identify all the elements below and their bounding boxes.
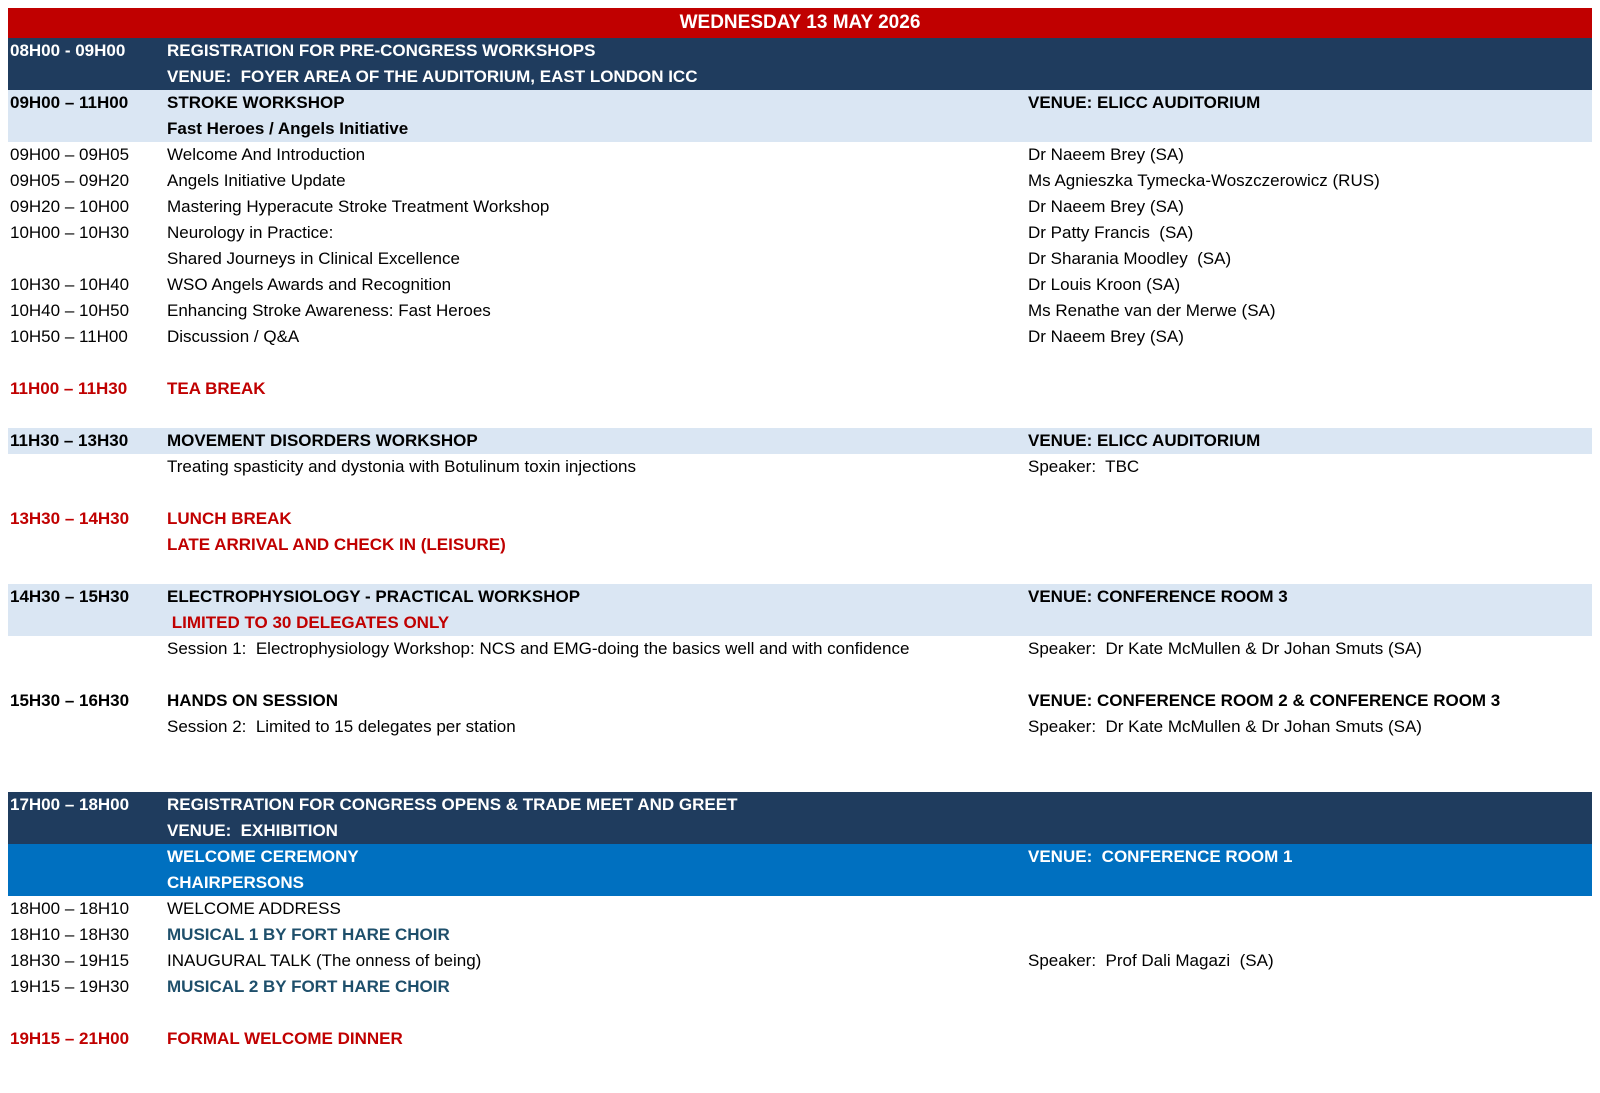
session-cell-column bbox=[167, 636, 1028, 662]
time-cell-column bbox=[8, 454, 167, 480]
day-title: WEDNESDAY 13 MAY 2026 bbox=[679, 12, 921, 33]
time-cell-column bbox=[8, 38, 167, 90]
venue-speaker-cell: Dr Naeem Brey (SA) bbox=[1028, 197, 1184, 216]
venue-speaker-cell bbox=[1028, 116, 1592, 142]
session-cell-column bbox=[167, 506, 1028, 558]
schedule-table bbox=[8, 8, 1592, 1052]
session-cell: LUNCH BREAK bbox=[167, 509, 292, 528]
session-cell: TEA BREAK bbox=[167, 379, 266, 398]
session-cell: Welcome And Introduction bbox=[167, 145, 366, 164]
session-cell: Angels Initiative Update bbox=[167, 171, 346, 190]
venue-speaker-cell bbox=[1028, 610, 1592, 636]
time-cell: 11H00 – 11H30 bbox=[10, 379, 128, 398]
time-cell-column bbox=[8, 688, 167, 740]
venue-speaker-cell: Ms Agnieszka Tymecka-Woszczerowicz (RUS) bbox=[1028, 171, 1380, 190]
time-cell-column bbox=[8, 792, 167, 844]
schedule-row bbox=[8, 896, 1592, 1000]
time-cell: 17H00 – 18H00 bbox=[10, 795, 130, 814]
time-cell bbox=[10, 714, 167, 740]
session-cell-column bbox=[167, 376, 1028, 402]
venue-speaker-cell bbox=[1028, 376, 1592, 402]
venue-speaker-cell bbox=[1028, 896, 1592, 922]
venue-speaker-cell-column bbox=[1028, 896, 1592, 1000]
venue-speaker-cell-column bbox=[1028, 376, 1592, 402]
venue-speaker-cell bbox=[1028, 870, 1592, 896]
venue-speaker-cell bbox=[1028, 532, 1592, 558]
time-cell bbox=[10, 844, 167, 870]
venue-speaker-cell: Dr Louis Kroon (SA) bbox=[1028, 275, 1181, 294]
time-cell bbox=[10, 246, 167, 272]
venue-speaker-cell bbox=[1028, 64, 1592, 90]
session-cell-column bbox=[167, 90, 1028, 142]
session-cell: ELECTROPHYSIOLOGY - PRACTICAL WORKSHOP bbox=[167, 587, 581, 606]
time-cell: 18H10 – 18H30 bbox=[10, 925, 130, 944]
time-cell: 09H00 – 09H05 bbox=[10, 145, 130, 164]
time-cell: 10H30 – 10H40 bbox=[10, 275, 130, 294]
session-cell: MUSICAL 2 BY FORT HARE CHOIR bbox=[167, 977, 450, 996]
venue-speaker-cell: VENUE: CONFERENCE ROOM 3 bbox=[1028, 587, 1288, 606]
venue-speaker-cell: Speaker: Prof Dali Magazi (SA) bbox=[1028, 951, 1274, 970]
time-cell bbox=[10, 64, 167, 90]
time-cell-column bbox=[8, 142, 167, 350]
session-cell-column bbox=[167, 792, 1028, 844]
session-cell: Neurology in Practice: bbox=[167, 223, 334, 242]
venue-speaker-cell-column bbox=[1028, 38, 1592, 90]
time-cell: 10H50 – 11H00 bbox=[10, 327, 128, 346]
session-cell: Discussion / Q&A bbox=[167, 327, 300, 346]
schedule-row bbox=[8, 38, 1592, 90]
session-cell-column bbox=[167, 38, 1028, 90]
venue-speaker-cell bbox=[1028, 974, 1592, 1000]
schedule-row bbox=[8, 428, 1592, 454]
time-cell bbox=[10, 454, 167, 480]
venue-speaker-cell: Dr Naeem Brey (SA) bbox=[1028, 145, 1184, 164]
venue-speaker-cell bbox=[1028, 1026, 1592, 1052]
session-cell: HANDS ON SESSION bbox=[167, 691, 338, 710]
venue-speaker-cell bbox=[1028, 922, 1592, 948]
schedule-row bbox=[8, 844, 1592, 896]
venue-speaker-cell-column bbox=[1028, 90, 1592, 142]
schedule-row bbox=[8, 584, 1592, 636]
session-cell: REGISTRATION FOR CONGRESS OPENS & TRADE MEET AND GREET bbox=[167, 795, 738, 814]
session-cell: Treating spasticity and dystonia with Botulinum toxin injections bbox=[167, 457, 636, 476]
session-cell: LIMITED TO 30 DELEGATES ONLY bbox=[167, 613, 450, 632]
time-cell-column bbox=[8, 1026, 167, 1052]
session-cell: Shared Journeys in Clinical Excellence bbox=[167, 249, 460, 268]
time-cell: 10H40 – 10H50 bbox=[10, 301, 130, 320]
venue-speaker-cell: Speaker: Dr Kate McMullen & Dr Johan Smuts (SA) bbox=[1028, 717, 1422, 736]
session-cell-column bbox=[167, 1026, 1028, 1052]
session-cell-column bbox=[167, 688, 1028, 740]
time-cell: 09H20 – 10H00 bbox=[10, 197, 130, 216]
session-cell: FORMAL WELCOME DINNER bbox=[167, 1029, 403, 1048]
schedule-row bbox=[8, 506, 1592, 558]
session-cell: Fast Heroes / Angels Initiative bbox=[167, 119, 409, 138]
venue-speaker-cell bbox=[1028, 792, 1592, 818]
time-cell bbox=[10, 870, 167, 896]
session-cell: MUSICAL 1 BY FORT HARE CHOIR bbox=[167, 925, 450, 944]
session-cell: CHAIRPERSONS bbox=[167, 873, 304, 892]
session-cell: VENUE: FOYER AREA OF THE AUDITORIUM, EAST LONDON ICC bbox=[167, 67, 698, 86]
schedule-row bbox=[8, 636, 1592, 662]
time-cell bbox=[10, 610, 167, 636]
venue-speaker-cell-column bbox=[1028, 506, 1592, 558]
venue-speaker-cell-column bbox=[1028, 844, 1592, 896]
time-cell bbox=[10, 532, 167, 558]
venue-speaker-cell: VENUE: ELICC AUDITORIUM bbox=[1028, 431, 1261, 450]
spacer-row bbox=[8, 662, 1592, 688]
time-cell: 19H15 – 21H00 bbox=[10, 1029, 130, 1048]
session-cell: WSO Angels Awards and Recognition bbox=[167, 275, 452, 294]
time-cell-column bbox=[8, 636, 167, 662]
session-cell-column bbox=[167, 584, 1028, 636]
session-cell: LATE ARRIVAL AND CHECK IN (LEISURE) bbox=[167, 535, 506, 554]
schedule-row bbox=[8, 688, 1592, 740]
time-cell-column bbox=[8, 506, 167, 558]
spacer-row bbox=[8, 1000, 1592, 1026]
venue-speaker-cell: Dr Patty Francis (SA) bbox=[1028, 223, 1194, 242]
session-cell: VENUE: EXHIBITION bbox=[167, 821, 338, 840]
time-cell bbox=[10, 636, 167, 662]
session-cell: INAUGURAL TALK (The onness of being) bbox=[167, 951, 482, 970]
schedule-row bbox=[8, 792, 1592, 844]
time-cell-column bbox=[8, 584, 167, 636]
venue-speaker-cell: VENUE: CONFERENCE ROOM 2 & CONFERENCE ROOM 3 bbox=[1028, 691, 1501, 710]
time-cell: 13H30 – 14H30 bbox=[10, 509, 130, 528]
session-cell: STROKE WORKSHOP bbox=[167, 93, 345, 112]
venue-speaker-cell: Speaker: TBC bbox=[1028, 457, 1140, 476]
time-cell: 09H05 – 09H20 bbox=[10, 171, 130, 190]
time-cell: 19H15 – 19H30 bbox=[10, 977, 130, 996]
time-cell-column bbox=[8, 844, 167, 896]
session-cell: Enhancing Stroke Awareness: Fast Heroes bbox=[167, 301, 491, 320]
session-cell: MOVEMENT DISORDERS WORKSHOP bbox=[167, 431, 478, 450]
session-cell-column bbox=[167, 454, 1028, 480]
spacer-row bbox=[8, 480, 1592, 506]
spacer-row bbox=[8, 558, 1592, 584]
venue-speaker-cell-column bbox=[1028, 636, 1592, 662]
day-banner bbox=[8, 8, 1592, 38]
time-cell-column bbox=[8, 376, 167, 402]
session-cell: Session 2: Limited to 15 delegates per station bbox=[167, 717, 516, 736]
time-cell: 18H00 – 18H10 bbox=[10, 899, 130, 918]
session-cell-column bbox=[167, 428, 1028, 454]
venue-speaker-cell: Dr Sharania Moodley (SA) bbox=[1028, 249, 1232, 268]
time-cell-column bbox=[8, 428, 167, 454]
spacer-row bbox=[8, 350, 1592, 376]
venue-speaker-cell-column bbox=[1028, 688, 1592, 740]
venue-speaker-cell: VENUE: CONFERENCE ROOM 1 bbox=[1028, 847, 1293, 866]
venue-speaker-cell: Dr Naeem Brey (SA) bbox=[1028, 327, 1184, 346]
venue-speaker-cell bbox=[1028, 38, 1592, 64]
session-cell: Mastering Hyperacute Stroke Treatment Workshop bbox=[167, 197, 550, 216]
session-cell: Session 1: Electrophysiology Workshop: NCS and EMG-doing the basics well and with confidence bbox=[167, 639, 910, 658]
time-cell bbox=[10, 116, 167, 142]
time-cell bbox=[10, 818, 167, 844]
venue-speaker-cell-column bbox=[1028, 428, 1592, 454]
session-cell: WELCOME CEREMONY bbox=[167, 847, 359, 866]
schedule-row bbox=[8, 142, 1592, 350]
venue-speaker-cell-column bbox=[1028, 454, 1592, 480]
session-cell-column bbox=[167, 896, 1028, 1000]
time-cell: 11H30 – 13H30 bbox=[10, 431, 129, 450]
time-cell: 14H30 – 15H30 bbox=[10, 587, 130, 606]
time-cell: 08H00 - 09H00 bbox=[10, 41, 126, 60]
venue-speaker-cell: VENUE: ELICC AUDITORIUM bbox=[1028, 93, 1261, 112]
venue-speaker-cell-column bbox=[1028, 792, 1592, 844]
session-cell: REGISTRATION FOR PRE-CONGRESS WORKSHOPS bbox=[167, 41, 596, 60]
schedule-row bbox=[8, 376, 1592, 402]
venue-speaker-cell-column bbox=[1028, 1026, 1592, 1052]
time-cell-column bbox=[8, 90, 167, 142]
time-cell: 10H00 – 10H30 bbox=[10, 223, 130, 242]
time-cell-column bbox=[8, 896, 167, 1000]
time-cell: 18H30 – 19H15 bbox=[10, 951, 130, 970]
session-cell-column bbox=[167, 844, 1028, 896]
schedule-row bbox=[8, 454, 1592, 480]
venue-speaker-cell-column bbox=[1028, 142, 1592, 350]
venue-speaker-cell: Speaker: Dr Kate McMullen & Dr Johan Smuts (SA) bbox=[1028, 639, 1422, 658]
spacer-row bbox=[8, 402, 1592, 428]
spacer-row bbox=[8, 740, 1592, 792]
venue-speaker-cell: Ms Renathe van der Merwe (SA) bbox=[1028, 301, 1276, 320]
schedule-row bbox=[8, 90, 1592, 142]
venue-speaker-cell bbox=[1028, 818, 1592, 844]
session-cell: WELCOME ADDRESS bbox=[167, 899, 341, 918]
time-cell: 09H00 – 11H00 bbox=[10, 93, 129, 112]
venue-speaker-cell bbox=[1028, 506, 1592, 532]
schedule-row bbox=[8, 1026, 1592, 1052]
session-cell-column bbox=[167, 142, 1028, 350]
time-cell: 15H30 – 16H30 bbox=[10, 691, 130, 710]
venue-speaker-cell-column bbox=[1028, 584, 1592, 636]
